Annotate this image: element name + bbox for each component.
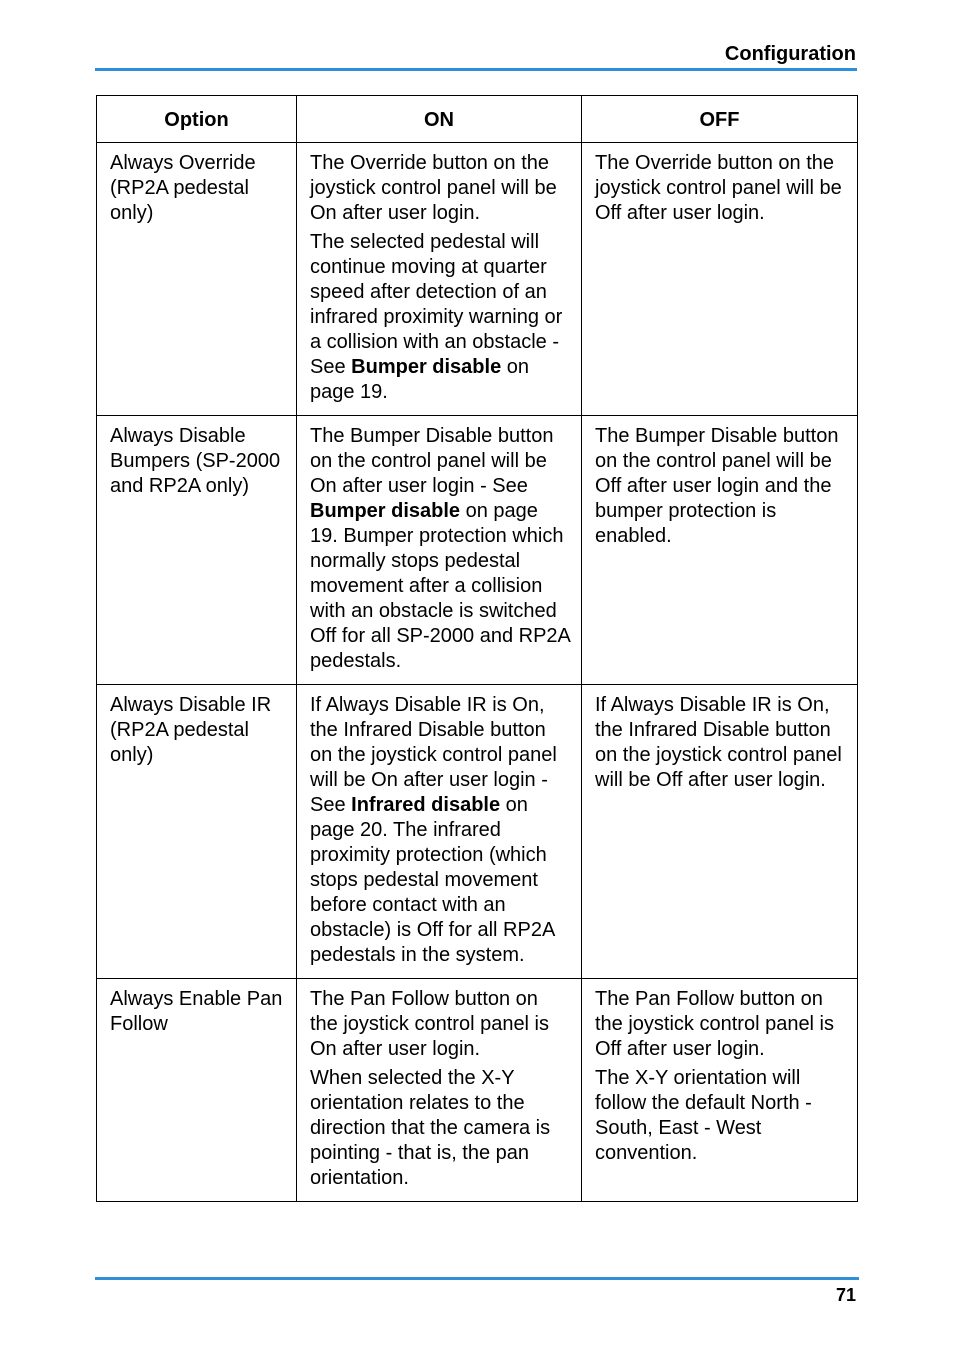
- text-run: on page 19. Bumper protection which normally stops pedestal movement after a collision with an obstacle is switched Off for all SP-2000 and RP2A pedestals.: [310, 500, 570, 672]
- on-description: The Override button on the joystick control panel will be On after user login.: [310, 152, 557, 224]
- table-row: [97, 685, 858, 979]
- off-cell: [582, 979, 858, 1202]
- column-header-off: OFF: [582, 96, 858, 143]
- on-description: When selected the X-Y orientation relates to the direction that the camera is pointing - that is, the pan orientation.: [310, 1067, 551, 1189]
- text-run: The Bumper Disable button on the control panel will be On after user login - See: [310, 425, 554, 497]
- off-cell: [582, 416, 858, 685]
- table-row: [97, 979, 858, 1202]
- off-description: The Bumper Disable button on the control panel will be Off after user login and the bumper protection is enabled.: [595, 425, 839, 547]
- option-cell: [97, 685, 297, 979]
- on-cell: [297, 416, 582, 685]
- off-cell: [582, 143, 858, 416]
- cross-reference: Bumper disable: [310, 500, 461, 522]
- on-cell: [297, 979, 582, 1202]
- off-description: The X-Y orientation will follow the default North - South, East - West convention.: [595, 1067, 812, 1164]
- off-description: If Always Disable IR is On, the Infrared Disable button on the joystick control panel will be Off after user login.: [595, 694, 842, 791]
- text-run: If Always Disable IR is On, the Infrared Disable button on the joystick control panel will be On after user login - See: [310, 694, 557, 816]
- text-run: on page 19.: [310, 356, 530, 403]
- table-row: [97, 416, 858, 685]
- text-run: The selected pedestal will continue moving at quarter speed after detection of an infrared proximity warning or a collision with an obstacle - See: [310, 231, 563, 378]
- option-cell: [97, 143, 297, 416]
- on-cell: [297, 143, 582, 416]
- text-run: on page 20. The infrared proximity protection (which stops pedestal movement before contact with an obstacle) is Off for all RP2A pedestals in the system.: [310, 794, 555, 966]
- table-header-row: [97, 96, 858, 143]
- table-row: [97, 143, 858, 416]
- off-description: The Override button on the joystick control panel will be Off after user login.: [595, 152, 842, 224]
- cross-reference: Infrared disable: [351, 794, 501, 816]
- off-description: The Pan Follow button on the joystick control panel is Off after user login.: [595, 988, 835, 1060]
- footer-rule: [95, 1277, 859, 1280]
- running-header-title: Configuration: [724, 43, 856, 65]
- on-description: The Pan Follow button on the joystick control panel is On after user login.: [310, 988, 550, 1060]
- column-header-on: ON: [297, 96, 582, 143]
- option-cell: [97, 979, 297, 1202]
- option-label: Always Disable IR (RP2A pedestal only): [110, 694, 272, 766]
- option-label: Always Override (RP2A pedestal only): [110, 152, 256, 224]
- option-label: Always Disable Bumpers (SP-2000 and RP2A only): [110, 425, 281, 497]
- column-header-option: Option: [97, 96, 297, 143]
- page-number: 71: [835, 1285, 856, 1305]
- on-cell: [297, 685, 582, 979]
- header-rule: [95, 68, 857, 71]
- option-label: Always Enable Pan Follow: [110, 988, 283, 1035]
- on-description: [310, 424, 571, 674]
- on-description: [310, 230, 571, 405]
- option-cell: [97, 416, 297, 685]
- off-cell: [582, 685, 858, 979]
- on-description: [310, 693, 571, 968]
- cross-reference: Bumper disable: [351, 356, 502, 378]
- options-table: [96, 95, 858, 1202]
